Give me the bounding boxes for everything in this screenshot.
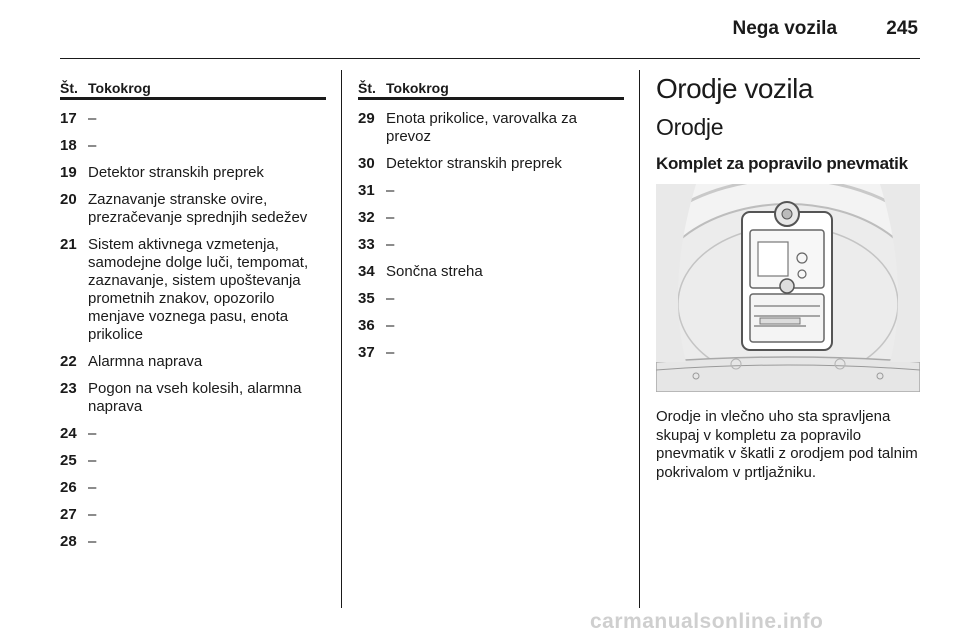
table-row: [60, 533, 326, 551]
row-number: 30: [358, 155, 375, 172]
row-number: 32: [358, 209, 375, 226]
table-rows: [60, 110, 326, 551]
table-row: [60, 380, 326, 416]
chapter-title: Nega vozila: [732, 18, 838, 39]
column-divider: [341, 70, 342, 608]
row-text: –: [386, 344, 395, 361]
row-text: –: [88, 452, 97, 469]
tire-repair-kit-illustration: [656, 184, 920, 392]
table-row: [358, 236, 624, 254]
table-row: [358, 110, 624, 146]
table-row: [60, 479, 326, 497]
row-text: –: [88, 425, 97, 442]
col-header-circuit: Tokokrog: [386, 80, 449, 96]
row-number: 21: [60, 236, 77, 253]
row-number: 27: [60, 506, 77, 523]
tire-repair-kit-figure: [656, 184, 920, 392]
table-row: [60, 506, 326, 524]
row-text: –: [386, 182, 395, 199]
table-row: [60, 425, 326, 443]
row-text: Detektor stranskih preprek: [88, 164, 264, 181]
row-text: –: [386, 317, 395, 334]
table-rows: [358, 110, 624, 362]
table-row: [358, 209, 624, 227]
row-number: 23: [60, 380, 77, 397]
subsubsection-title: Komplet za popravilo pnevmatik: [656, 154, 908, 173]
row-number: 36: [358, 317, 375, 334]
table-row: [60, 110, 326, 128]
row-number: 17: [60, 110, 77, 127]
row-text: Sončna streha: [386, 263, 483, 280]
watermark: carmanualsonline.info: [590, 610, 824, 633]
table-row: [60, 164, 326, 182]
table-row: [60, 452, 326, 470]
row-text: Enota prikolice, varovalka za prevoz: [386, 110, 577, 145]
header-rule: [60, 58, 920, 59]
table-row: [358, 182, 624, 200]
col-header-number: Št.: [60, 80, 78, 96]
tools-section: [656, 73, 922, 482]
page-number: 245: [886, 18, 918, 39]
row-number: 25: [60, 452, 77, 469]
table-header: [60, 80, 326, 100]
row-text: Sistem aktivnega vzmetenja, samodejne dolge luči, tempomat, zaznavanje, sistem upoštevanja prometnih znakov, opozorilo menjave voznega pasu, enota prikolice: [88, 236, 309, 343]
table-row: [60, 137, 326, 155]
row-text: –: [386, 209, 395, 226]
fuse-table-right: [358, 80, 624, 371]
row-number: 20: [60, 191, 77, 208]
row-number: 19: [60, 164, 77, 181]
row-text: –: [88, 479, 97, 496]
page-header: [732, 18, 918, 40]
table-row: [358, 290, 624, 308]
row-text: Alarmna naprava: [88, 353, 203, 370]
col-header-circuit: Tokokrog: [88, 80, 151, 96]
table-row: [358, 263, 624, 281]
table-row: [60, 236, 326, 344]
row-number: 29: [358, 110, 375, 127]
table-row: [358, 155, 624, 173]
row-number: 34: [358, 263, 375, 280]
row-text: –: [88, 110, 97, 127]
row-number: 22: [60, 353, 77, 370]
row-text: –: [88, 506, 97, 523]
table-row: [60, 353, 326, 371]
table-row: [60, 191, 326, 227]
table-row: [358, 317, 624, 335]
fuse-table-left: [60, 80, 326, 560]
table-row: [358, 344, 624, 362]
section-title: Orodje vozila: [656, 73, 813, 104]
row-text: –: [88, 137, 97, 154]
row-number: 37: [358, 344, 375, 361]
col-header-number: Št.: [358, 80, 376, 96]
row-text: –: [88, 533, 97, 550]
row-number: 31: [358, 182, 375, 199]
row-text: Pogon na vseh kolesih, alarmna naprava: [88, 380, 302, 415]
row-text: Zaznavanje stranske ovire, prezračevanje sprednjih sedežev: [88, 191, 308, 226]
subsection-title: Orodje: [656, 114, 724, 140]
table-header: [358, 80, 624, 100]
row-number: 18: [60, 137, 77, 154]
row-text: –: [386, 236, 395, 253]
row-number: 33: [358, 236, 375, 253]
row-text: Detektor stranskih preprek: [386, 155, 562, 172]
row-number: 28: [60, 533, 77, 550]
row-number: 26: [60, 479, 77, 496]
row-number: 35: [358, 290, 375, 307]
tools-description: Orodje in vlečno uho sta spravljena skupaj v kompletu za popravilo pnevmatik v škatli z orodjem pod talnim pokrivalom v prtljažniku.: [656, 408, 918, 481]
row-text: –: [386, 290, 395, 307]
row-number: 24: [60, 425, 77, 442]
column-divider: [639, 70, 640, 608]
